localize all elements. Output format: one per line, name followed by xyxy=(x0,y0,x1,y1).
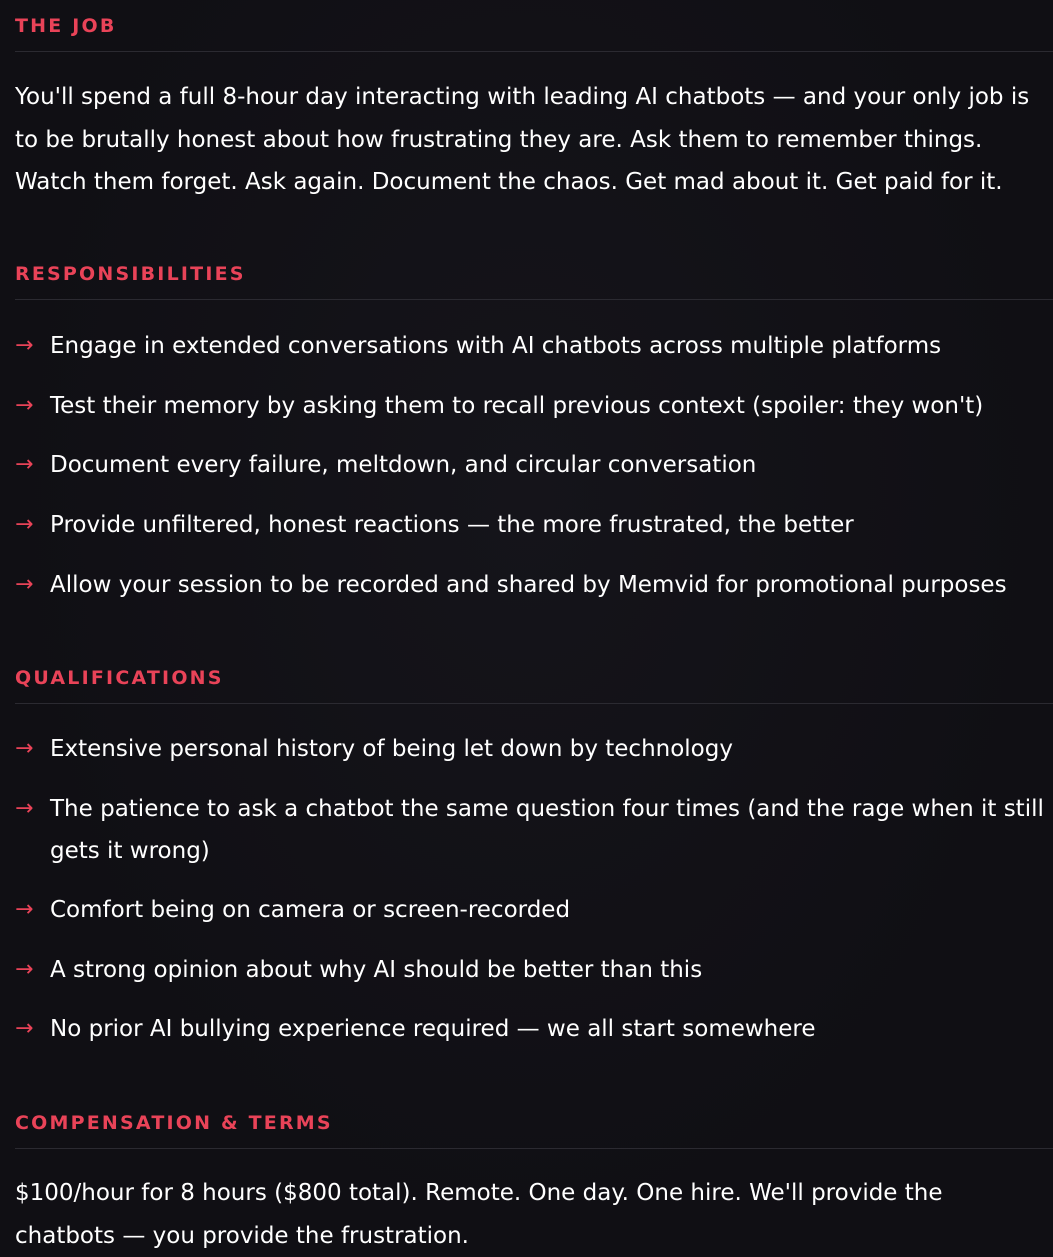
arrow-right-icon: → xyxy=(15,333,34,358)
list-item-text: Test their memory by asking them to recall previous context (spoiler: they won't) xyxy=(50,393,984,419)
section-responsibilities xyxy=(15,262,1053,598)
list-item xyxy=(15,325,1045,367)
section-the-job xyxy=(15,14,1053,195)
list-item xyxy=(15,788,1045,872)
section-compensation xyxy=(15,1111,1053,1249)
section-heading: COMPENSATION & TERMS xyxy=(15,1112,333,1134)
arrow-right-icon: → xyxy=(15,452,34,477)
list-item-text: The patience to ask a chatbot the same question four times (and the rage when it still gets it wrong) xyxy=(50,796,1044,864)
list-item-text: Engage in extended conversations with AI chatbots across multiple platforms xyxy=(50,333,942,359)
arrow-right-icon: → xyxy=(15,957,34,982)
list-item xyxy=(15,444,1045,486)
section-qualifications xyxy=(15,666,1053,1042)
list-item-text: A strong opinion about why AI should be better than this xyxy=(50,957,703,983)
arrow-right-icon: → xyxy=(15,1016,34,1041)
list-item xyxy=(15,889,1045,931)
section-divider xyxy=(15,1148,1053,1149)
section-heading: RESPONSIBILITIES xyxy=(15,263,246,285)
arrow-right-icon: → xyxy=(15,512,34,537)
section-heading: QUALIFICATIONS xyxy=(15,667,224,689)
arrow-right-icon: → xyxy=(15,572,34,597)
list-item xyxy=(15,1008,1045,1050)
section-divider xyxy=(15,299,1053,300)
list-item xyxy=(15,564,1045,606)
arrow-right-icon: → xyxy=(15,796,34,821)
list-item xyxy=(15,385,1045,427)
list-item xyxy=(15,949,1045,991)
section-divider xyxy=(15,51,1053,52)
list-item-text: Extensive personal history of being let down by technology xyxy=(50,736,733,762)
section-heading: THE JOB xyxy=(15,15,117,37)
arrow-right-icon: → xyxy=(15,736,34,761)
compensation-description: $100/hour for 8 hours ($800 total). Remote. One day. One hire. We'll provide the chatbots — you provide the frustration. xyxy=(15,1180,943,1249)
list-item xyxy=(15,504,1045,546)
list-item-text: Comfort being on camera or screen-recorded xyxy=(50,897,571,923)
list-item-text: No prior AI bullying experience required — we all start somewhere xyxy=(50,1016,816,1042)
list-item-text: Allow your session to be recorded and shared by Memvid for promotional purposes xyxy=(50,572,1007,598)
section-divider xyxy=(15,703,1053,704)
list-item-text: Document every failure, meltdown, and circular conversation xyxy=(50,452,757,478)
list-item xyxy=(15,728,1045,770)
list-item-text: Provide unfiltered, honest reactions — the more frustrated, the better xyxy=(50,512,854,538)
arrow-right-icon: → xyxy=(15,897,34,922)
arrow-right-icon: → xyxy=(15,393,34,418)
job-description: You'll spend a full 8-hour day interacting with leading AI chatbots — and your only job is to be brutally honest about how frustrating they are. Ask them to remember things. Watch them forget. Ask again. Document the chaos. Get mad about it. Get paid for it. xyxy=(15,84,1030,195)
